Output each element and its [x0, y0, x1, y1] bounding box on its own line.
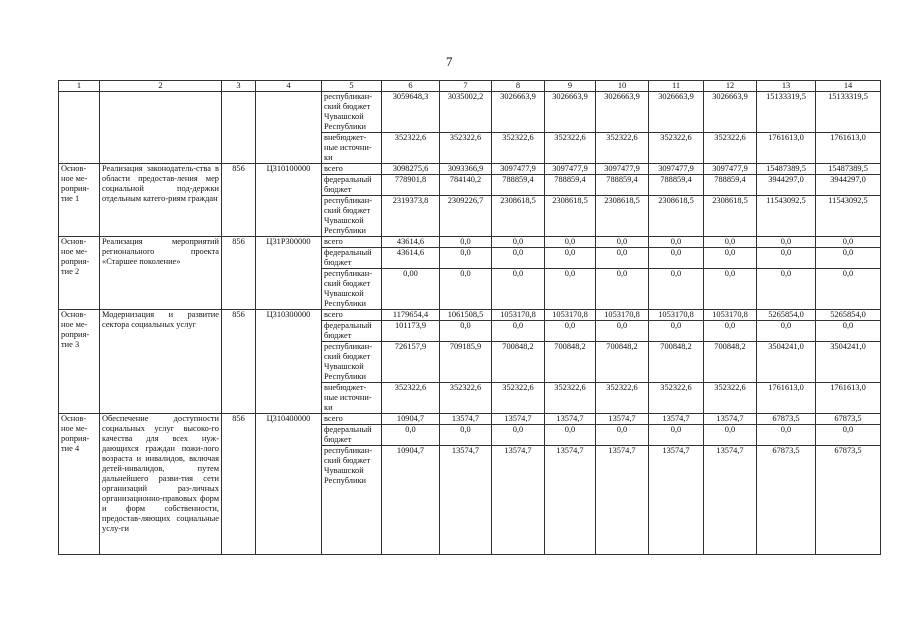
code-cell: 856 [222, 310, 256, 414]
value-cell: 43614,6 [382, 248, 440, 269]
activity-cell: Основ-ное ме-роприя-тие 1 [59, 164, 100, 237]
value-cell: 352322,6 [440, 383, 492, 414]
value-cell: 0,0 [816, 269, 881, 310]
table-row [59, 414, 881, 425]
value-cell: 0,0 [492, 237, 545, 248]
value-cell: 352322,6 [492, 133, 545, 164]
value-cell: 3097477,9 [492, 164, 545, 175]
value-cell: 15133319,5 [816, 92, 881, 133]
source-cell: республикан-ский бюджет Чувашской Республики [322, 446, 382, 555]
description-cell [100, 92, 222, 164]
code-cell: 856 [222, 164, 256, 237]
activity-cell: Основ-ное ме-роприя-тие 2 [59, 237, 100, 310]
value-cell: 13574,7 [649, 446, 704, 555]
source-cell: всего [322, 164, 382, 175]
value-cell: 0,0 [704, 269, 757, 310]
value-cell: 788859,4 [596, 175, 649, 196]
value-cell: 2308618,5 [596, 196, 649, 237]
value-cell: 15487389,5 [816, 164, 881, 175]
value-cell: 5265854,0 [757, 310, 816, 321]
value-cell: 10904,7 [382, 446, 440, 555]
value-cell: 1053170,8 [492, 310, 545, 321]
value-cell: 3035002,2 [440, 92, 492, 133]
value-cell: 0,0 [492, 248, 545, 269]
header-cell: 3 [222, 81, 256, 92]
value-cell: 2308618,5 [545, 196, 596, 237]
value-cell: 1761613,0 [816, 383, 881, 414]
value-cell: 3504241,0 [816, 342, 881, 383]
value-cell: 13574,7 [545, 414, 596, 425]
value-cell: 352322,6 [492, 383, 545, 414]
source-cell: федеральный бюджет [322, 175, 382, 196]
value-cell: 726157,9 [382, 342, 440, 383]
value-cell: 1179654,4 [382, 310, 440, 321]
value-cell: 0,0 [382, 425, 440, 446]
source-cell: федеральный бюджет [322, 425, 382, 446]
header-cell: 1 [59, 81, 100, 92]
value-cell: 3098275,6 [382, 164, 440, 175]
header-row [59, 81, 881, 92]
value-cell: 1761613,0 [816, 133, 881, 164]
value-cell: 352322,6 [704, 133, 757, 164]
value-cell: 0,0 [545, 321, 596, 342]
table-row [59, 164, 881, 175]
value-cell: 13574,7 [440, 414, 492, 425]
value-cell: 700848,2 [492, 342, 545, 383]
value-cell: 1761613,0 [757, 383, 816, 414]
value-cell: 1761613,0 [757, 133, 816, 164]
value-cell: 0,0 [492, 269, 545, 310]
table-row [59, 310, 881, 321]
value-cell: 0,0 [596, 237, 649, 248]
code-cell [222, 92, 256, 164]
value-cell: 352322,6 [596, 383, 649, 414]
source-cell: федеральный бюджет [322, 321, 382, 342]
value-cell: 3944297,0 [816, 175, 881, 196]
value-cell: 0,0 [545, 248, 596, 269]
value-cell: 0,0 [545, 425, 596, 446]
header-cell: 9 [545, 81, 596, 92]
source-cell: всего [322, 237, 382, 248]
value-cell: 13574,7 [649, 414, 704, 425]
value-cell: 67873,5 [757, 414, 816, 425]
header-cell: 5 [322, 81, 382, 92]
value-cell: 0,0 [816, 237, 881, 248]
value-cell: 1053170,8 [545, 310, 596, 321]
page-number: 7 [446, 54, 453, 69]
description-cell: Модернизация и развитие сектора социальных услуг [100, 310, 222, 414]
header-cell: 2 [100, 81, 222, 92]
value-cell: 0,0 [757, 237, 816, 248]
activity-cell: Основ-ное ме-роприя-тие 3 [59, 310, 100, 414]
source-cell: внебюджет-ные источни-ки [322, 133, 382, 164]
value-cell: 67873,5 [757, 446, 816, 555]
value-cell: 0,0 [704, 425, 757, 446]
value-cell: 0,0 [757, 425, 816, 446]
value-cell: 3026663,9 [492, 92, 545, 133]
source-cell: республикан-ский бюджет Чувашской Республики [322, 269, 382, 310]
description-cell: Реализация мероприятий регионального проекта «Старшее поколение» [100, 237, 222, 310]
value-cell: 352322,6 [545, 133, 596, 164]
value-cell: 0,0 [596, 321, 649, 342]
value-cell: 352322,6 [440, 133, 492, 164]
source-cell: федеральный бюджет [322, 248, 382, 269]
value-cell: 13574,7 [492, 446, 545, 555]
value-cell: 0,0 [596, 425, 649, 446]
value-cell: 352322,6 [649, 383, 704, 414]
value-cell: 11543092,5 [757, 196, 816, 237]
value-cell: 709185,9 [440, 342, 492, 383]
value-cell: 352322,6 [545, 383, 596, 414]
value-cell: 1053170,8 [704, 310, 757, 321]
value-cell: 0,0 [649, 269, 704, 310]
value-cell: 43614,6 [382, 237, 440, 248]
activity-cell [59, 92, 100, 164]
value-cell: 2309226,7 [440, 196, 492, 237]
value-cell: 3944297,0 [757, 175, 816, 196]
value-cell: 13574,7 [545, 446, 596, 555]
code-cell: 856 [222, 414, 256, 555]
table-row [59, 237, 881, 248]
value-cell: 0,0 [440, 269, 492, 310]
value-cell: 3026663,9 [649, 92, 704, 133]
value-cell: 0,0 [440, 321, 492, 342]
value-cell: 352322,6 [649, 133, 704, 164]
value-cell: 0,0 [816, 425, 881, 446]
description-cell: Реализация законодатель-ства в области предостав-ления мер социальной под-держки отдельным катего-риям граждан [100, 164, 222, 237]
value-cell: 788859,4 [545, 175, 596, 196]
value-cell: 3097477,9 [649, 164, 704, 175]
value-cell: 67873,5 [816, 446, 881, 555]
value-cell: 0,0 [816, 321, 881, 342]
value-cell: 0,0 [757, 248, 816, 269]
value-cell: 352322,6 [382, 383, 440, 414]
classifier-cell: Ц310400000 [256, 414, 322, 555]
value-cell: 0,0 [757, 269, 816, 310]
classifier-cell: Ц310300000 [256, 310, 322, 414]
value-cell: 13574,7 [596, 414, 649, 425]
activity-cell: Основ-ное ме-роприя-тие 4 [59, 414, 100, 555]
value-cell: 13574,7 [492, 414, 545, 425]
value-cell: 10904,7 [382, 414, 440, 425]
code-cell: 856 [222, 237, 256, 310]
value-cell: 0,0 [649, 248, 704, 269]
value-cell: 13574,7 [596, 446, 649, 555]
value-cell: 0,0 [704, 248, 757, 269]
value-cell: 0,0 [757, 321, 816, 342]
value-cell: 0,0 [596, 269, 649, 310]
value-cell: 3093366,9 [440, 164, 492, 175]
value-cell: 352322,6 [596, 133, 649, 164]
value-cell: 3097477,9 [545, 164, 596, 175]
header-cell: 14 [816, 81, 881, 92]
value-cell: 788859,4 [704, 175, 757, 196]
value-cell: 0,0 [704, 237, 757, 248]
header-cell: 11 [649, 81, 704, 92]
value-cell: 700848,2 [649, 342, 704, 383]
value-cell: 3026663,9 [596, 92, 649, 133]
budget-table [58, 80, 881, 555]
value-cell: 788859,4 [649, 175, 704, 196]
value-cell: 2308618,5 [649, 196, 704, 237]
value-cell: 352322,6 [704, 383, 757, 414]
value-cell: 700848,2 [545, 342, 596, 383]
value-cell: 11543092,5 [816, 196, 881, 237]
value-cell: 2319373,8 [382, 196, 440, 237]
source-cell: внебюджет-ные источни-ки [322, 383, 382, 414]
value-cell: 13574,7 [440, 446, 492, 555]
source-cell: всего [322, 310, 382, 321]
value-cell: 13574,7 [704, 446, 757, 555]
value-cell: 3097477,9 [596, 164, 649, 175]
header-cell: 4 [256, 81, 322, 92]
value-cell: 0,0 [649, 425, 704, 446]
value-cell: 0,0 [816, 248, 881, 269]
value-cell: 5265854,0 [816, 310, 881, 321]
value-cell: 700848,2 [704, 342, 757, 383]
header-cell: 10 [596, 81, 649, 92]
source-cell: республикан-ский бюджет Чувашской Республики [322, 92, 382, 133]
value-cell: 3504241,0 [757, 342, 816, 383]
value-cell: 0,0 [492, 425, 545, 446]
header-cell: 12 [704, 81, 757, 92]
value-cell: 0,0 [440, 248, 492, 269]
value-cell: 3059648,3 [382, 92, 440, 133]
value-cell: 1061508,5 [440, 310, 492, 321]
classifier-cell: Ц310100000 [256, 164, 322, 237]
value-cell: 13574,7 [704, 414, 757, 425]
value-cell: 101173,9 [382, 321, 440, 342]
value-cell: 0,0 [440, 237, 492, 248]
value-cell: 0,0 [649, 237, 704, 248]
table-row [59, 92, 881, 133]
value-cell: 15133319,5 [757, 92, 816, 133]
value-cell: 1053170,8 [649, 310, 704, 321]
value-cell: 15487389,5 [757, 164, 816, 175]
value-cell: 3026663,9 [704, 92, 757, 133]
value-cell: 352322,6 [382, 133, 440, 164]
value-cell: 0,0 [649, 321, 704, 342]
header-cell: 8 [492, 81, 545, 92]
source-cell: республикан-ский бюджет Чувашской Республики [322, 342, 382, 383]
value-cell: 3026663,9 [545, 92, 596, 133]
classifier-cell [256, 92, 322, 164]
value-cell: 0,00 [382, 269, 440, 310]
value-cell: 0,0 [440, 425, 492, 446]
classifier-cell: Ц31P300000 [256, 237, 322, 310]
value-cell: 0,0 [596, 248, 649, 269]
value-cell: 67873,5 [816, 414, 881, 425]
value-cell: 0,0 [545, 269, 596, 310]
value-cell: 778901,8 [382, 175, 440, 196]
source-cell: республикан-ский бюджет Чувашской Республики [322, 196, 382, 237]
value-cell: 0,0 [492, 321, 545, 342]
value-cell: 0,0 [704, 321, 757, 342]
header-cell: 7 [440, 81, 492, 92]
value-cell: 0,0 [545, 237, 596, 248]
value-cell: 700848,2 [596, 342, 649, 383]
description-cell: Обеспечение доступности социальных услуг высоко-го качества для всех нуж-дающихся граждан пожи-лого возраста и инвалидов, включая детей-инвалидов, путем дальнейшего разви-тия сети организаций раз-личных организационно-правовых форм и форм собственности, предостав-ляющих социальные услу-ги [100, 414, 222, 555]
source-cell: всего [322, 414, 382, 425]
header-cell: 13 [757, 81, 816, 92]
value-cell: 788859,4 [492, 175, 545, 196]
value-cell: 3097477,9 [704, 164, 757, 175]
value-cell: 2308618,5 [704, 196, 757, 237]
value-cell: 784140,2 [440, 175, 492, 196]
header-cell: 6 [382, 81, 440, 92]
value-cell: 1053170,8 [596, 310, 649, 321]
value-cell: 2308618,5 [492, 196, 545, 237]
